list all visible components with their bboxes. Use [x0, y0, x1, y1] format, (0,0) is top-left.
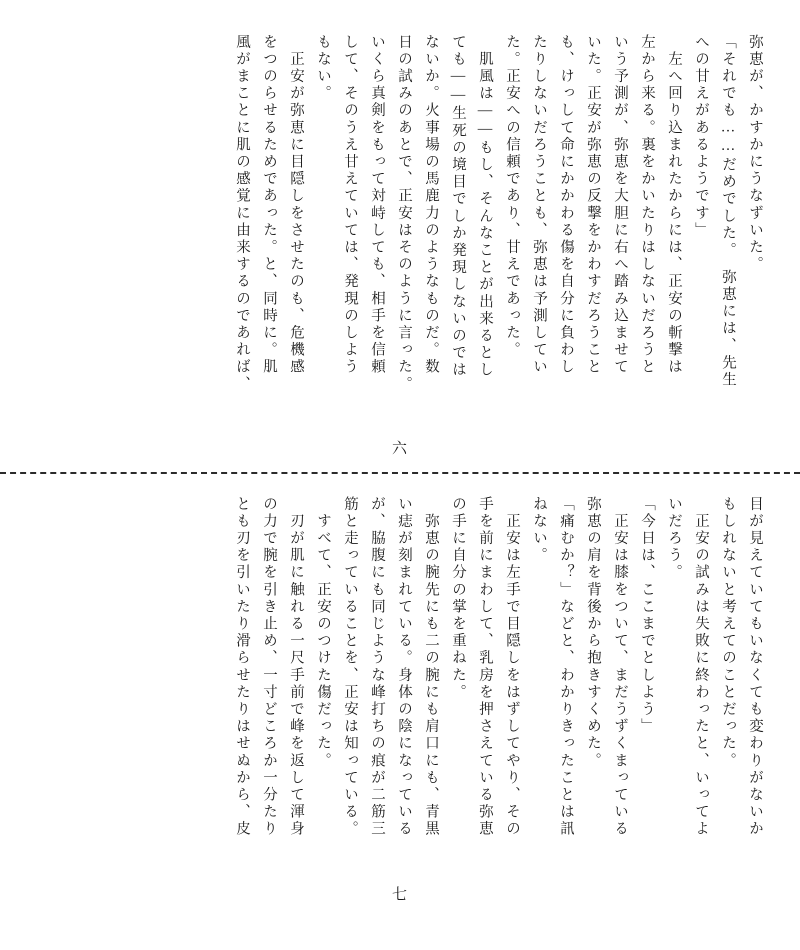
page-six: [0, 0, 800, 472]
text-column: ても――生死の境目でしか発現しないのでは: [450, 34, 466, 379]
text-column: 肌風は――もし、そんなことが出来るとし: [477, 34, 493, 379]
text-column: ねない。: [531, 496, 547, 565]
text-column: 弥恵が、かすかにうなずいた。: [747, 34, 763, 274]
text-column: いた。正安が弥恵の反撃をかわすだろうこと: [585, 34, 601, 376]
text-column: 「今日は、ここまでとしよう」: [639, 496, 655, 736]
text-column: の手に自分の掌を重ねた。: [450, 496, 466, 702]
text-column: いくら真剣をもって対峙しても、相手を信頼: [369, 34, 385, 376]
text-column: もしれないと考えてのことだった。: [720, 496, 736, 770]
text-column: すべて、正安のつけた傷だった。: [315, 496, 331, 770]
text-column: 刃が肌に触れる一尺手前で峰を返して渾身: [288, 496, 304, 838]
text-column: 弥恵の腕先にも二の腕にも肩口にも、青黒: [423, 496, 439, 838]
text-column: いだろう。: [666, 496, 682, 582]
text-column: い痣が刻まれている。身体の陰になっている: [396, 496, 412, 838]
text-column: たりしないだろうことも、弥恵は予測してい: [531, 34, 547, 376]
text-column: 筋と走っていることを、正安は知っている。: [342, 496, 358, 838]
text-column: して、そのうえ甘えていては、発現のしよう: [342, 34, 358, 376]
page-number: 六: [391, 441, 408, 457]
text-column: もない。: [315, 34, 331, 103]
text-column: の力で腕を引き止め、一寸どころか一分たり: [261, 496, 277, 838]
text-column: 正安は左手で目隠しをはずしてやり、その: [504, 496, 520, 838]
text-column: 「痛むか？」などと、わかりきったことは訊: [558, 496, 574, 838]
text-column: 正安が弥恵に目隠しをさせたのも、危機感: [288, 34, 304, 376]
text-column: 風がまことに肌の感覚に由来するのであれば、: [234, 34, 250, 394]
text-column: た。正安への信頼であり、甘えであった。: [504, 34, 520, 359]
text-column: への甘えがあるようです」: [693, 34, 709, 240]
page-number: 七: [391, 887, 408, 903]
text-column: 日の試みのあとで、正安はそのように言った。: [396, 34, 412, 394]
text-column: も、けっして命にかかわる傷を自分に負わし: [558, 34, 574, 376]
text-column: 左から来る。裏をかいたりはしないだろうと: [639, 34, 655, 376]
text-column: 正安は膝をついて、まだうずくまっている: [612, 496, 628, 838]
page-seven: [0, 474, 800, 950]
text-column: 左へ回り込まれたからには、正安の斬撃は: [666, 34, 682, 376]
text-column: 手を前にまわして、乳房を押さえている弥恵: [477, 496, 493, 838]
text-column: 正安の試みは失敗に終わったと、いってよ: [693, 496, 709, 838]
text-column: 弥恵の肩を背後から抱きすくめた。: [585, 496, 601, 770]
text-column: ないか。火事場の馬鹿力のようなものだ。数: [423, 34, 439, 376]
text-column: 「それでも……だめでした。 弥恵には、先生: [720, 34, 736, 389]
text-column: いう予測が、弥恵を大胆に右へ踏み込ませて: [612, 34, 628, 376]
page-six-text-body: [38, 34, 762, 424]
text-column: をつのらせるためであった。と、同時に。肌: [261, 34, 277, 376]
page-seven-text-body: [38, 496, 762, 886]
text-column: 目が見えていてもいなくても変わりがないか: [747, 496, 763, 838]
text-column: とも刃を引いたり滑らせたりはせぬから、皮: [234, 496, 250, 838]
text-column: が、脇腹にも同じような峰打ちの痕が二筋三: [369, 496, 385, 838]
